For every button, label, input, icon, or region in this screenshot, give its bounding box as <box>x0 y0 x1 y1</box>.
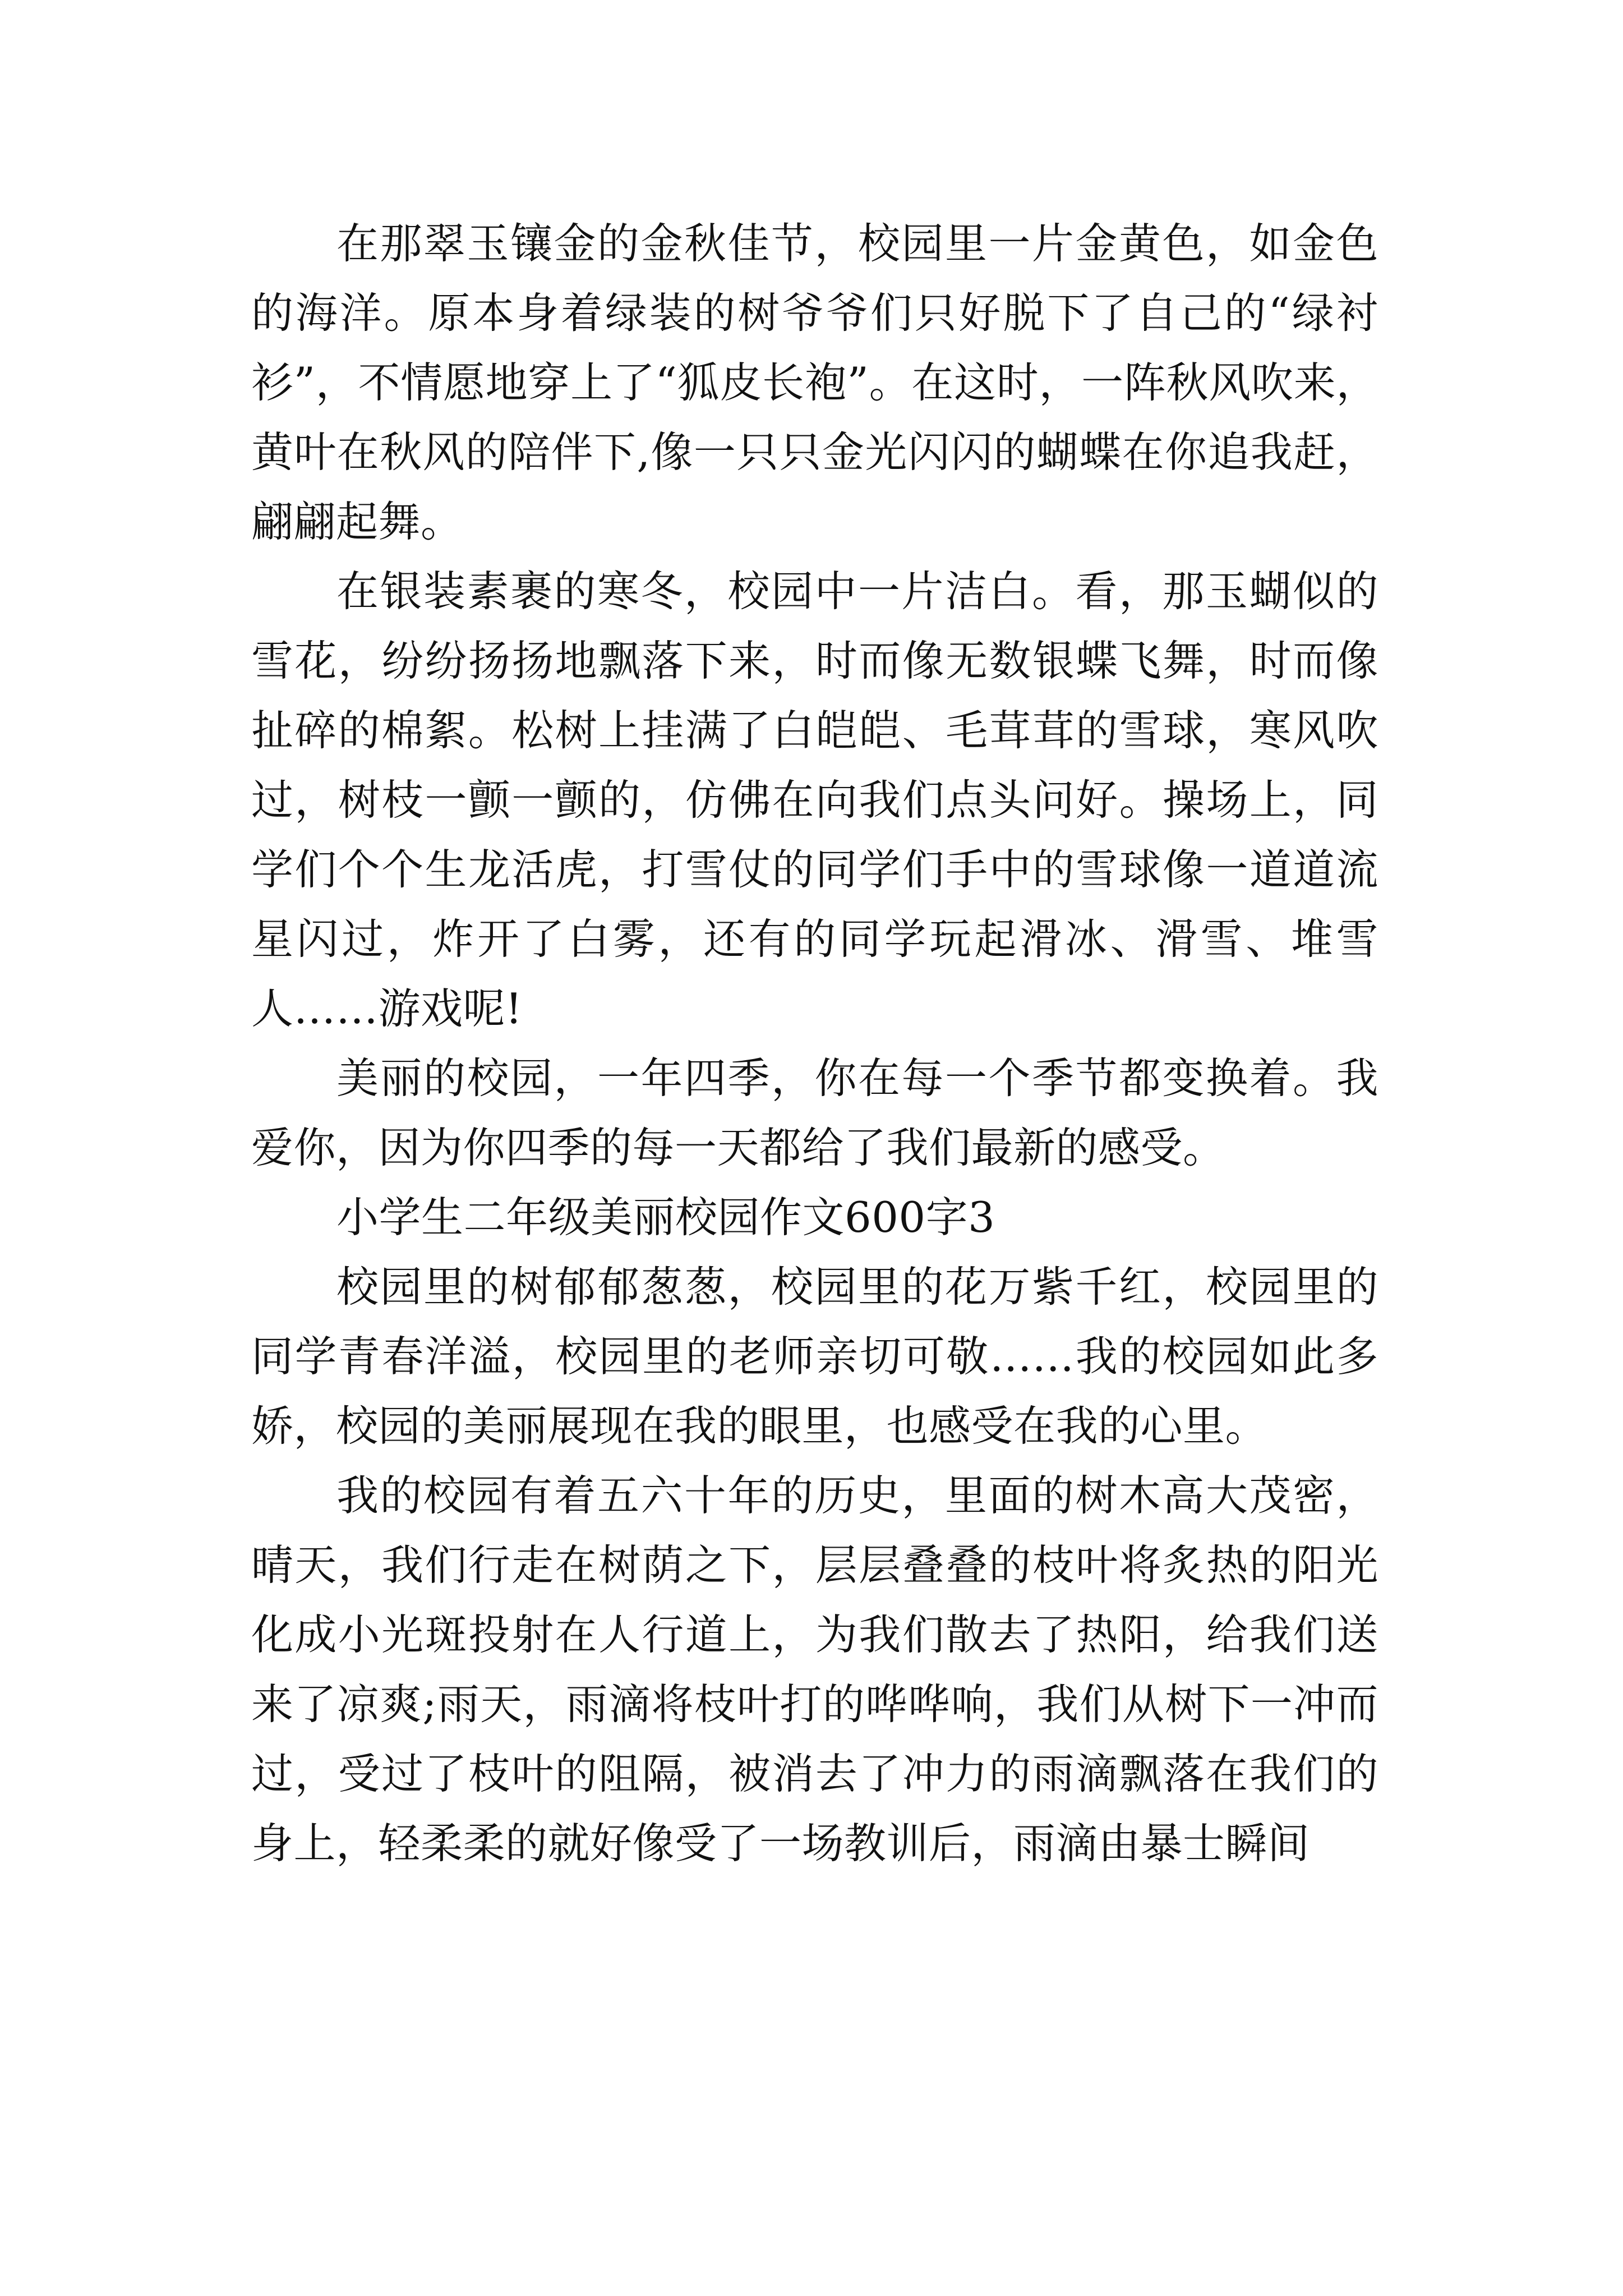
paragraph-winter: 在银装素裹的寒冬，校园中一片洁白。看，那玉蝴似的雪花，纷纷扬扬地飘落下来，时而像无数银蝶飞舞，时而像扯碎的棉絮。松树上挂满了白皑皑、毛茸茸的雪球，寒风吹过，树枝一颤一颤的，仿佛在向我们点头问好。操场上，同学们个个生龙活虎，打雪仗的同学们手中的雪球像一道道流星闪过，炸开了白雾，还有的同学玩起滑冰、滑雪、堆雪人……游戏呢! <box>251 567 1378 1033</box>
document-body <box>251 209 1378 1878</box>
paragraph-conclusion: 美丽的校园，一年四季，你在每一个季节都变换着。我爱你，因为你四季的每一天都给了我们最新的感受。 <box>251 1053 1378 1172</box>
paragraph-autumn: 在那翠玉镶金的金秋佳节，校园里一片金黄色，如金色的海洋。原本身着绿装的树爷爷们只好脱下了自己的“绿衬衫”，不情愿地穿上了“狐皮长袍”。在这时，一阵秋风吹来，黄叶在秋风的陪伴下,像一只只金光闪闪的蝴蝶在你追我赶，翩翩起舞。 <box>251 219 1378 546</box>
paragraph-intro: 校园里的树郁郁葱葱，校园里的花万紫千红，校园里的同学青春洋溢，校园里的老师亲切可敬……我的校园如此多娇，校园的美丽展现在我的眼里，也感受在我的心里。 <box>251 1262 1378 1451</box>
essay-heading: 小学生二年级美丽校园作文600字3 <box>336 1193 995 1242</box>
paragraph-history: 我的校园有着五六十年的历史，里面的树木高大茂密，晴天，我们行走在树荫之下，层层叠叠的枝叶将炙热的阳光化成小光斑投射在人行道上，为我们散去了热阳，给我们送来了凉爽;雨天，雨滴将枝叶打的哗哗响，我们从树下一冲而过，受过了枝叶的阻隔，被消去了冲力的雨滴飘落在我们的身上，轻柔柔的就好像受了一场教训后，雨滴由暴士瞬间 <box>251 1471 1378 1868</box>
